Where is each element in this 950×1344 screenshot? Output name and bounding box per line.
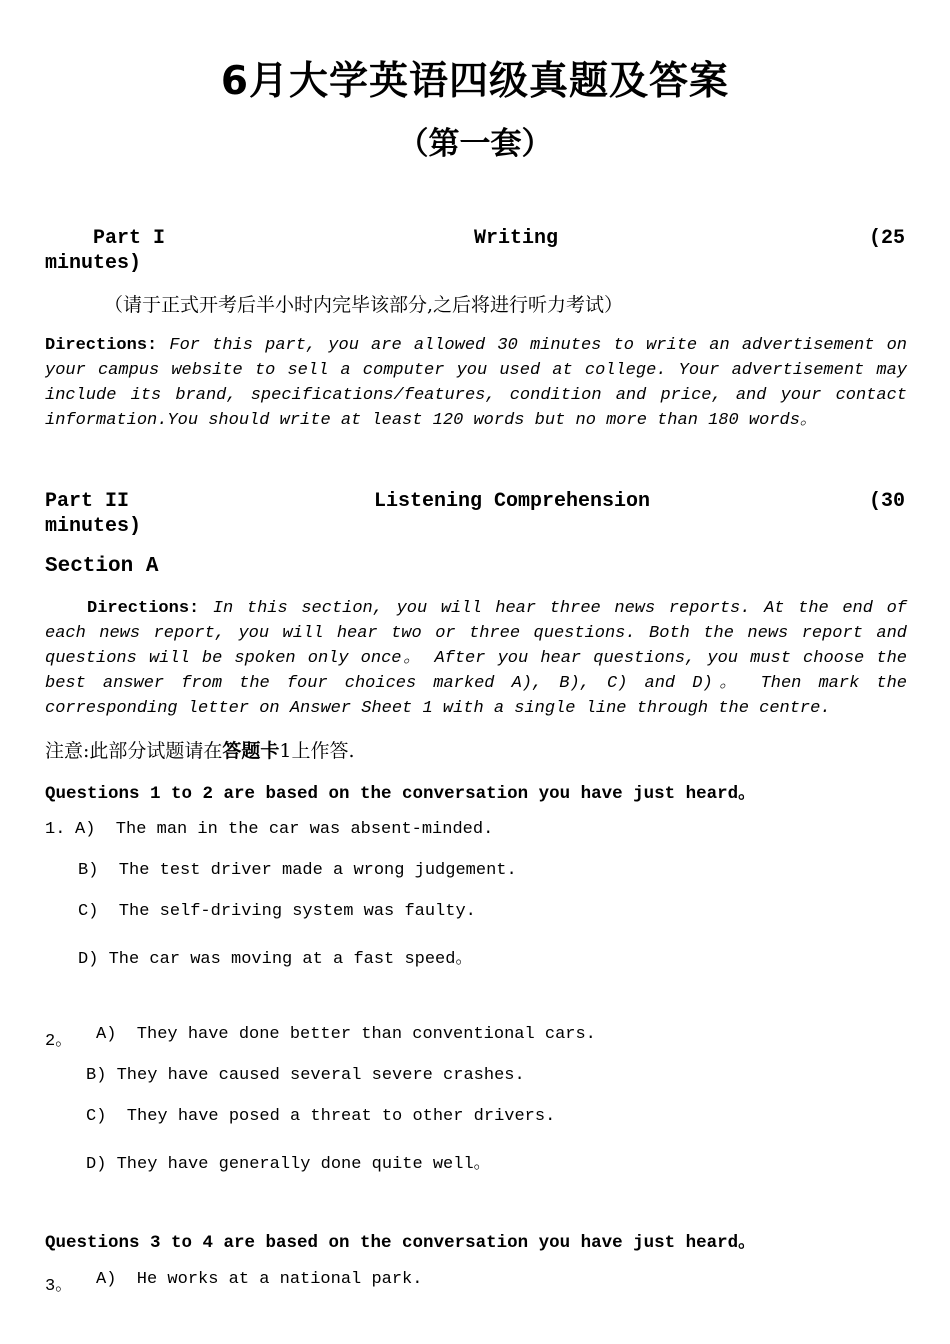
question-number: 2。 [45,1032,73,1051]
part2-title: Listening Comprehension [374,490,651,513]
question-option: A) He works at a national park. [96,1270,423,1289]
section-a-heading: Section A [45,555,159,578]
question-number: 1. [45,820,66,839]
part2-time: (30 [868,490,905,513]
document-title: 6月大学英语四级真题及答案 [220,59,730,104]
part1-name: Part I [93,227,166,250]
part2-directions-text: In this section, you will hear three news reports. At the end of each news report, you will hear two or three questions. Both the news report and questions will be spoken only once。 After you hear questions, you must choose the best answer from the four choices marked A), B), C) and D)。 Then mark the corresponding letter on Answer Sheet 1 with a single line through the centre. [45,599,908,718]
part1-directions-text: For this part, you are allowed 30 minutes to write an advertisement on your campus website to sell a computer you used at college. Your advertisement may include its brand, specifications/features, condition and price, and your contact information.You should write at least 120 words but no more than 180 words。 [45,336,908,430]
answer-sheet-note-bold: 答题卡 [222,740,280,762]
question-option: B) The test driver made a wrong judgement. [78,861,517,880]
question-option: D) The car was moving at a fast speed。 [78,950,473,969]
question-option: A) They have done better than conventional cars. [96,1025,596,1044]
part1-note: （请于正式开考后半小时内完毕该部分,之后将进行听力考试） [104,294,624,316]
question-number: 3。 [45,1277,73,1296]
part2-directions-label: Directions: [87,599,200,618]
part1-title: Writing [474,227,559,250]
question-group-heading: Questions 3 to 4 are based on the conversation you have just heard。 [45,1233,756,1253]
question-group-heading: Questions 1 to 2 are based on the conversation you have just heard。 [45,784,756,804]
part1-directions [45,333,907,433]
part2-time-unit: minutes) [45,515,142,538]
answer-sheet-note-prefix: 注意:此部分试题请在 [45,740,223,762]
document-subtitle: （第一套） [397,126,553,162]
part2-header [45,489,905,539]
question-option: C) They have posed a threat to other drivers. [86,1107,556,1126]
part1-header [45,226,905,276]
question-option: C) The self-driving system was faulty. [78,902,476,921]
question-option: A) The man in the car was absent-minded. [75,820,494,839]
part1-time-unit: minutes) [45,252,142,275]
part2-name: Part II [45,490,130,513]
question-option: B) They have caused several severe crashes. [86,1066,525,1085]
answer-sheet-note [45,736,355,763]
part1-directions-label: Directions: [45,336,158,355]
part2-directions [45,596,907,721]
question-option: D) They have generally done quite well。 [86,1155,491,1174]
part1-time: (25 [868,227,905,250]
answer-sheet-note-suffix: 1上作答. [279,740,355,762]
